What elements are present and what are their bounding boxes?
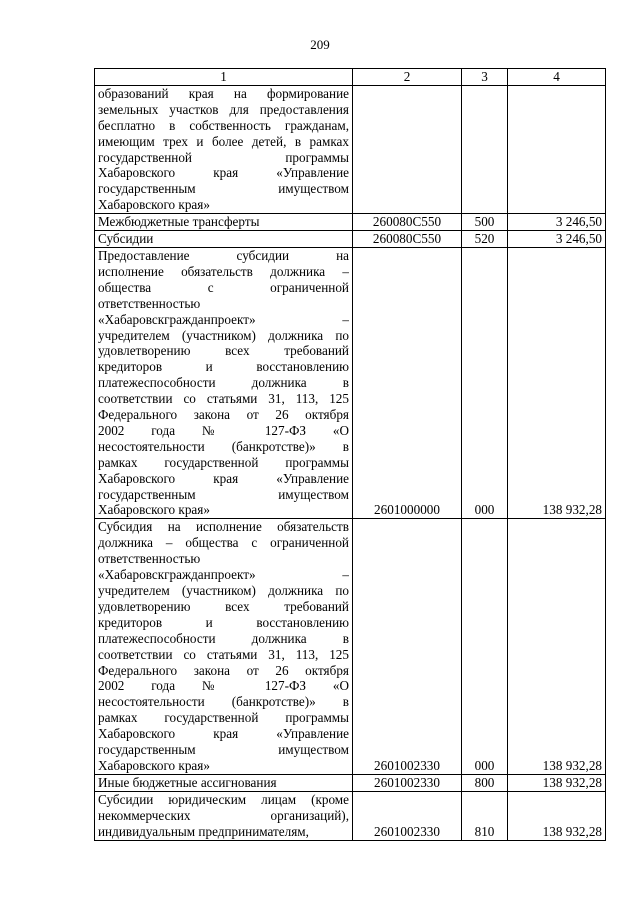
table-row xyxy=(95,774,606,791)
row-type-cell: 810 xyxy=(462,791,508,840)
row-code-cell: 2601000000 xyxy=(353,247,462,518)
row-name-line: государственным имуществом xyxy=(98,486,349,502)
row-name-line: Федерального закона от 26 октября xyxy=(98,407,349,423)
row-amount-cell: 3 246,50 xyxy=(508,214,606,231)
header-col-3: 3 xyxy=(462,69,508,86)
budget-table xyxy=(94,68,606,841)
row-name-line: удовлетворению всех требований xyxy=(98,343,349,359)
row-name-cell xyxy=(95,85,353,213)
row-name-line: несостоятельности (банкротстве)» в xyxy=(98,694,349,710)
row-name-line: 2002 года № 127-ФЗ «О xyxy=(98,422,349,438)
row-name-line: несостоятельности (банкротстве)» в xyxy=(98,438,349,454)
row-name-line: Хабаровского края «Управление xyxy=(98,165,349,181)
row-name-line: ответственностью xyxy=(98,295,201,311)
row-type-cell xyxy=(462,85,508,213)
row-name-line: земельных участков для предоставления xyxy=(98,101,349,117)
row-name-line: 2002 года № 127-ФЗ «О xyxy=(98,678,349,694)
page-number: 209 xyxy=(310,37,330,52)
row-name-line: государственным имуществом xyxy=(98,742,349,758)
row-code-cell: 260080С550 xyxy=(353,214,462,231)
header-col-4: 4 xyxy=(508,69,606,86)
row-name-line: Предоставление субсидии на xyxy=(98,247,349,263)
row-type-cell: 800 xyxy=(462,774,508,791)
row-name-line: удовлетворению всех требований xyxy=(98,598,349,614)
row-amount-cell: 138 932,28 xyxy=(508,774,606,791)
row-type-cell: 500 xyxy=(462,214,508,231)
table-body xyxy=(95,85,606,840)
row-amount-cell: 138 932,28 xyxy=(508,247,606,518)
row-name-line: бесплатно в собственность гражданам, xyxy=(98,117,349,133)
row-name-line: соответствии со статьями 31, 113, 125 xyxy=(98,646,349,662)
row-name-cell xyxy=(95,214,353,231)
row-type-cell: 520 xyxy=(462,231,508,248)
row-name-line: платежеспособности должника в xyxy=(98,630,349,646)
row-name-line: кредиторов и восстановлению xyxy=(98,614,349,630)
row-name-line: индивидуальным предпринимателям, xyxy=(98,823,309,839)
table-row xyxy=(95,85,606,213)
row-code-cell: 2601002330 xyxy=(353,519,462,775)
table-row xyxy=(95,791,606,840)
row-name-line: рамках государственной программы xyxy=(98,454,349,470)
row-name-line: имеющим трех и более детей, в рамках xyxy=(98,133,349,149)
row-type-cell: 000 xyxy=(462,247,508,518)
row-code-cell: 2601002330 xyxy=(353,791,462,840)
row-name-line: Федерального закона от 26 октября xyxy=(98,662,349,678)
row-name-line: исполнение обязательств должника – xyxy=(98,263,349,279)
row-name-line: соответствии со статьями 31, 113, 125 xyxy=(98,391,349,407)
row-amount-cell: 138 932,28 xyxy=(508,791,606,840)
header-row xyxy=(95,69,606,86)
table-row xyxy=(95,519,606,775)
row-name-line: Хабаровского края «Управление xyxy=(98,470,349,486)
row-name-cell xyxy=(95,247,353,518)
row-name-line: рамках государственной программы xyxy=(98,710,349,726)
header-col-2: 2 xyxy=(353,69,462,86)
table-row xyxy=(95,247,606,518)
row-name-cell xyxy=(95,519,353,775)
row-type-cell: 000 xyxy=(462,519,508,775)
row-name-cell xyxy=(95,791,353,840)
row-name-line: учредителем (участником) должника по xyxy=(98,327,349,343)
row-name-line: «Хабаровскгражданпроект» – xyxy=(98,311,349,327)
row-name-line: общества с ограниченной xyxy=(98,279,349,295)
row-code-cell: 2601002330 xyxy=(353,774,462,791)
row-name-line: Хабаровского края» xyxy=(98,502,210,518)
row-name-line: Субсидии xyxy=(98,231,154,247)
row-name-line: ответственностью xyxy=(98,551,201,567)
row-name-cell xyxy=(95,774,353,791)
row-name-line: Иные бюджетные ассигнования xyxy=(98,774,277,790)
row-name-line: должника – общества с ограниченной xyxy=(98,535,349,551)
row-name-line: Субсидии юридическим лицам (кроме xyxy=(98,791,349,807)
row-name-line: государственным имуществом xyxy=(98,181,349,197)
row-name-line: государственной программы xyxy=(98,149,349,165)
row-name-line: Субсидия на исполнение обязательств xyxy=(98,519,349,535)
row-name-line: кредиторов и восстановлению xyxy=(98,359,349,375)
row-name-line: образований края на формирование xyxy=(98,85,349,101)
row-name-cell xyxy=(95,231,353,248)
row-name-line: учредителем (участником) должника по xyxy=(98,583,349,598)
row-name-line: Хабаровского края» xyxy=(98,757,210,773)
table-row xyxy=(95,231,606,248)
row-name-line: Хабаровского края «Управление xyxy=(98,726,349,742)
row-code-cell: 260080С550 xyxy=(353,231,462,248)
row-code-cell xyxy=(353,85,462,213)
row-amount-cell: 3 246,50 xyxy=(508,231,606,248)
row-name-line: «Хабаровскгражданпроект» – xyxy=(98,567,349,583)
row-name-line: некоммерческих организаций), xyxy=(98,807,349,823)
row-amount-cell: 138 932,28 xyxy=(508,519,606,775)
table-row xyxy=(95,214,606,231)
header-col-1: 1 xyxy=(95,69,353,86)
row-name-line: Межбюджетные трансферты xyxy=(98,214,260,230)
row-name-line: платежеспособности должника в xyxy=(98,375,349,391)
row-amount-cell xyxy=(508,85,606,213)
row-name-line: Хабаровского края» xyxy=(98,197,210,213)
